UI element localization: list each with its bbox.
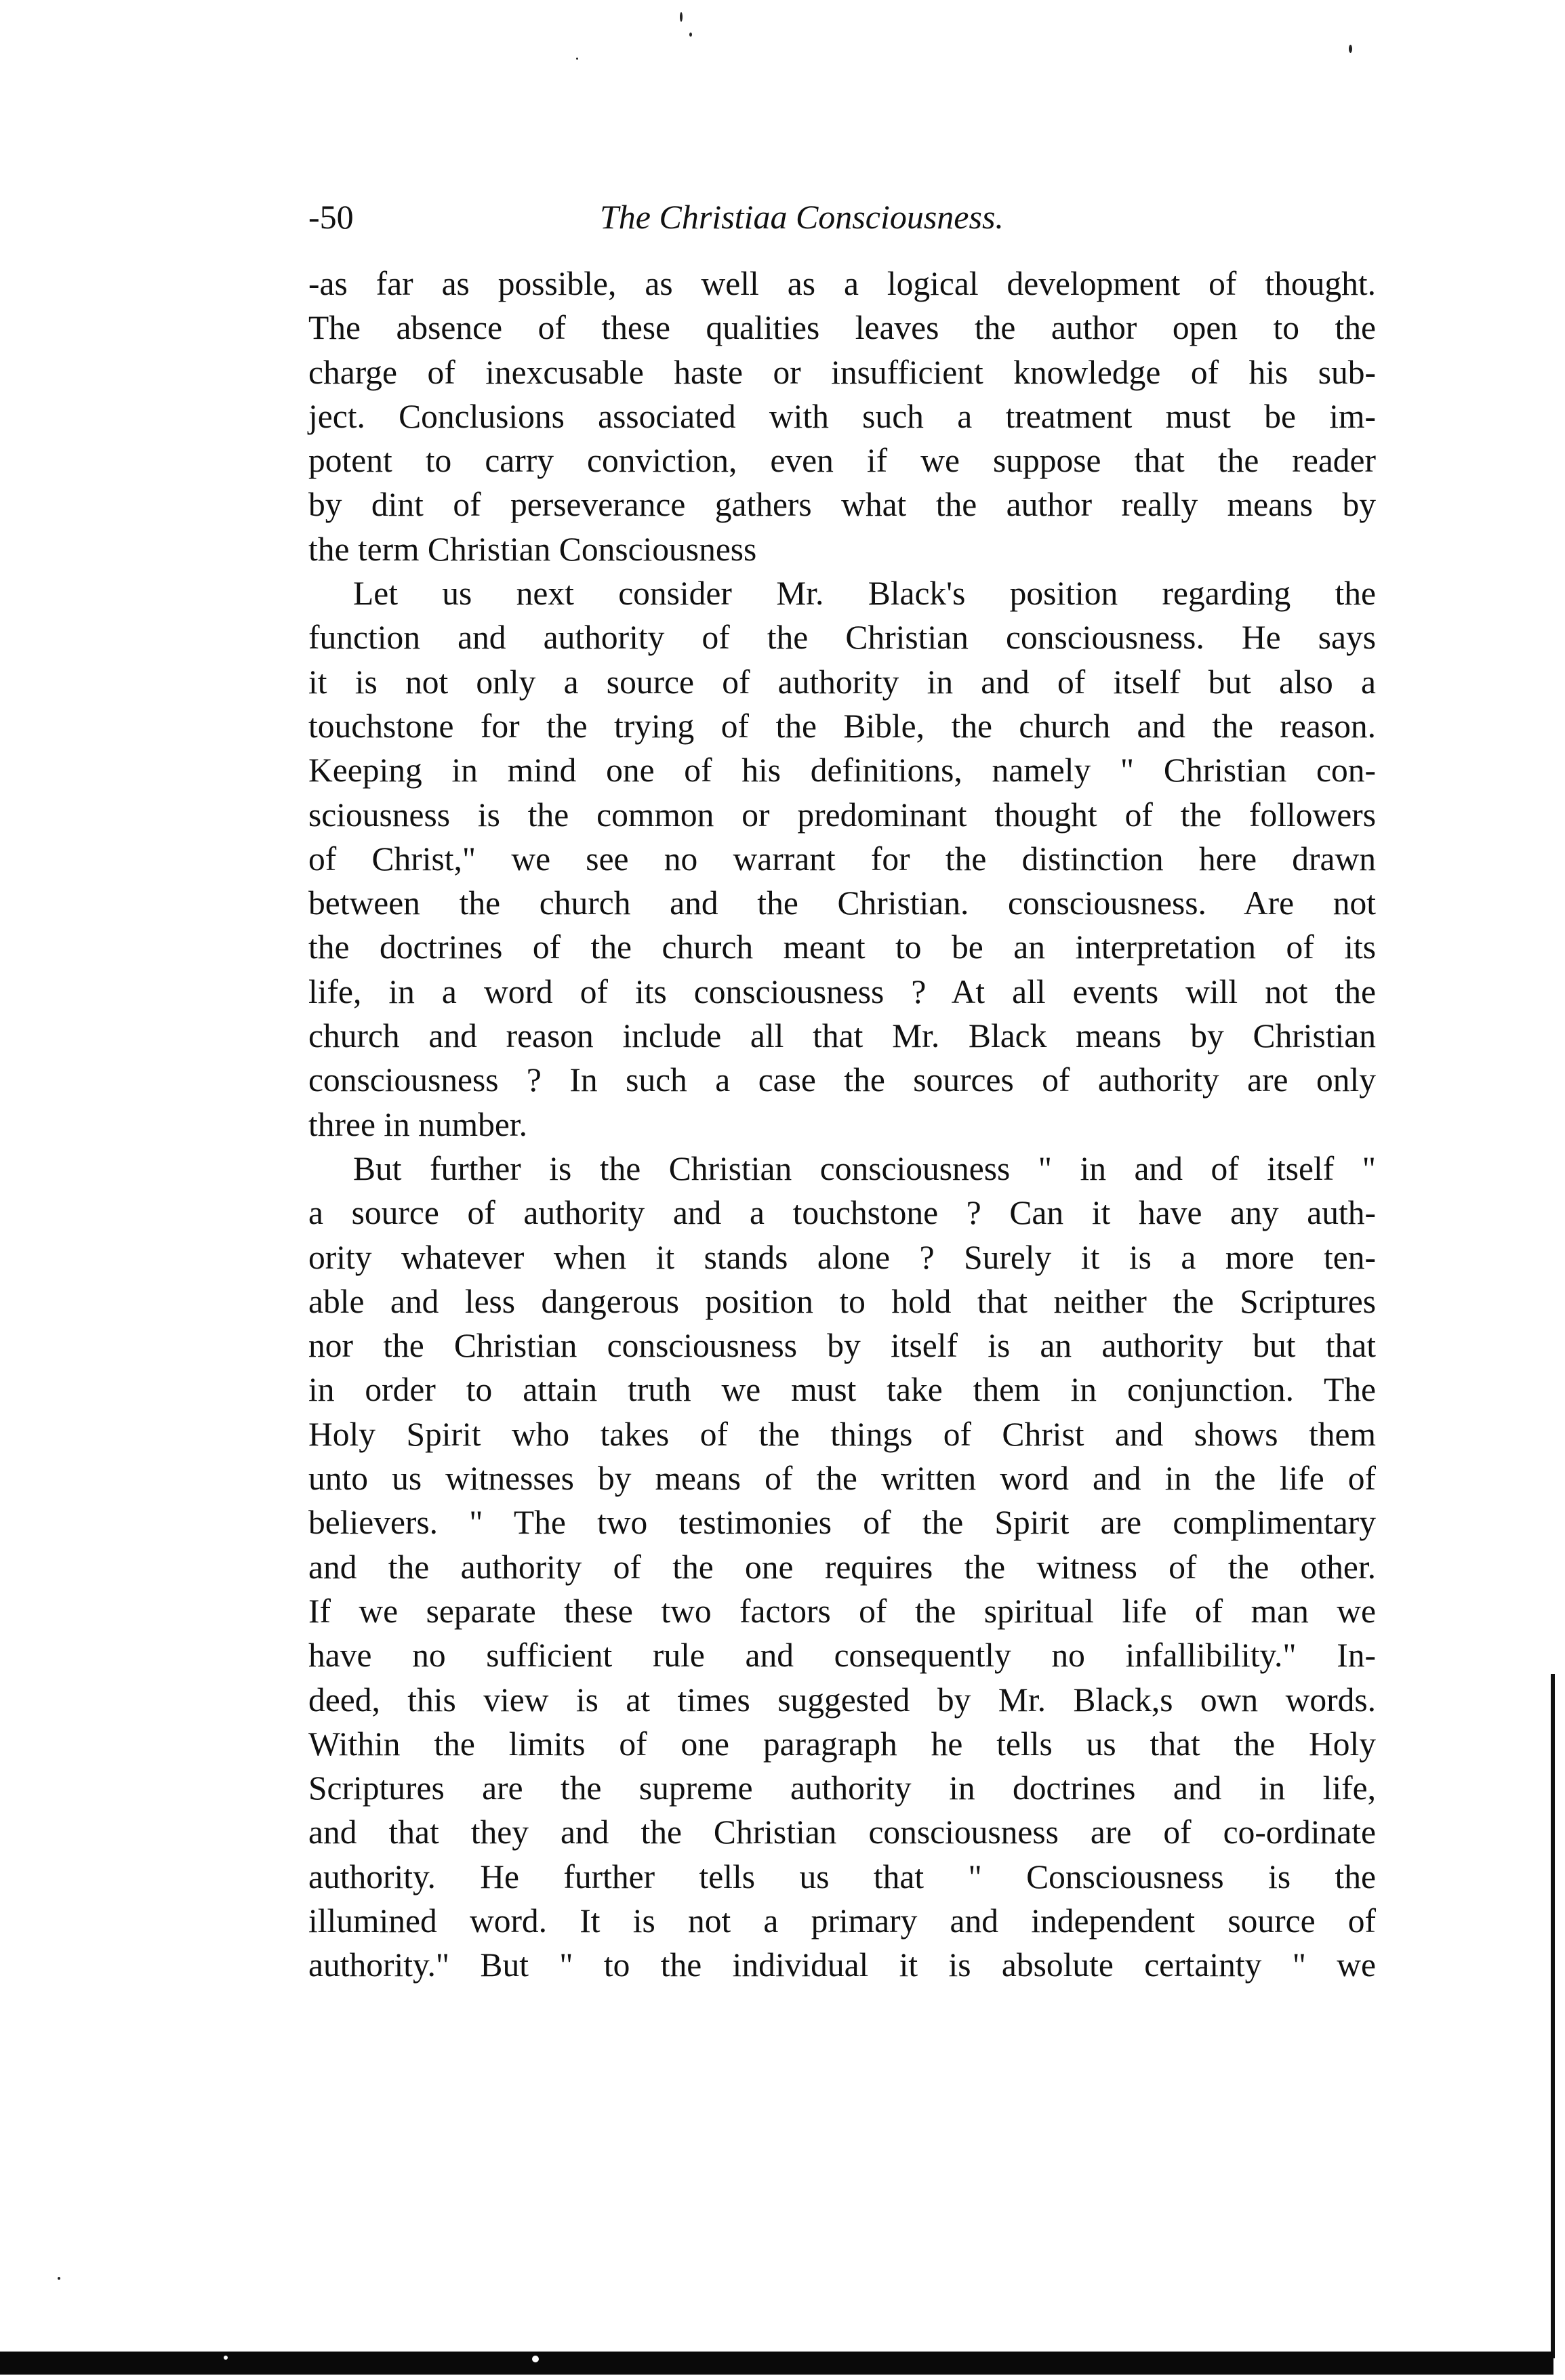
scan-speck: [576, 58, 578, 60]
text-line: charge of inexcusable haste or insufficient knowledge of his sub-: [308, 353, 1376, 391]
scan-bar-speck: [224, 2356, 228, 2360]
text-line: touchstone for the trying of the Bible, the church and the reason.: [308, 707, 1376, 745]
scan-speck: [689, 33, 692, 37]
text-line: between the church and the Christian. consciousness. Are not: [308, 884, 1376, 922]
scan-speck: [1349, 45, 1352, 53]
text-line: a source of authority and a touchstone ? Can it have any auth-: [308, 1194, 1376, 1232]
text-line: life, in a word of its consciousness ? At all events will not the: [308, 972, 1376, 1010]
text-line: have no sufficient rule and consequently no infallibility." In-: [308, 1637, 1376, 1675]
text-line: Scriptures are the supreme authority in doctrines and in life,: [308, 1769, 1376, 1807]
scan-speck: [680, 12, 683, 22]
paragraph-first-line: But further is the Christian consciousness " in and of itself ": [353, 1149, 1376, 1187]
text-line: If we separate these two factors of the spiritual life of man we: [308, 1592, 1376, 1630]
page-header: [308, 190, 1379, 244]
text-line: church and reason include all that Mr. Black means by Christian: [308, 1017, 1376, 1055]
text-line: Within the limits of one paragraph he tells us that the Holy: [308, 1725, 1376, 1763]
text-line: three in number.: [308, 1105, 528, 1143]
text-line: sciousness is the common or predominant thought of the followers: [308, 796, 1376, 834]
scan-bottom-bar: [0, 2352, 1553, 2375]
text-line: consciousness ? In such a case the sources of authority are only: [308, 1061, 1376, 1099]
text-line: function and authority of the Christian consciousness. He says: [308, 619, 1376, 657]
page-number: -50: [308, 198, 354, 236]
text-line: by dint of perseverance gathers what the author really means by: [308, 486, 1376, 524]
text-line: in order to attain truth we must take them in conjunction. The: [308, 1371, 1376, 1409]
text-line: it is not only a source of authority in and of itself but also a: [308, 663, 1376, 701]
text-line: Keeping in mind one of his definitions, namely " Christian con-: [308, 752, 1376, 789]
text-line: ority whatever when it stands alone ? Surely it is a more ten-: [308, 1238, 1376, 1276]
text-line: able and less dangerous position to hold that neither the Scriptures: [308, 1282, 1376, 1320]
text-line: authority. He further tells us that " Consciousness is the: [308, 1858, 1376, 1895]
text-line: and that they and the Christian consciousness are of co-ordinate: [308, 1813, 1376, 1851]
scan-bar-speck: [532, 2356, 539, 2362]
text-line: believers. " The two testimonies of the Spirit are complimentary: [308, 1504, 1376, 1542]
text-line: ject. Conclusions associated with such a treatment must be im-: [308, 397, 1376, 435]
scan-speck: [58, 2277, 60, 2280]
text-line: deed, this view is at times suggested by Mr. Black,s own words.: [308, 1681, 1376, 1719]
body-text: [308, 262, 1376, 1988]
text-line: the doctrines of the church meant to be an interpretation of its: [308, 928, 1376, 966]
text-line: Holy Spirit who takes of the things of Christ and shows them: [308, 1415, 1376, 1453]
text-line: and the authority of the one requires the witness of the other.: [308, 1548, 1376, 1586]
running-title: The Christiaa Consciousness.: [600, 198, 1004, 236]
text-line: The absence of these qualities leaves the author open to the: [308, 309, 1376, 347]
text-line: unto us witnesses by means of the written word and in the life of: [308, 1460, 1376, 1498]
text-line: authority." But " to the individual it is absolute certainty " we: [308, 1946, 1376, 1984]
text-line: potent to carry conviction, even if we suppose that the reader: [308, 442, 1376, 480]
paragraph-first-line: Let us next consider Mr. Black's position regarding the: [353, 575, 1376, 613]
page-edge-shadow: [1551, 1674, 1555, 2358]
text-line: the term Christian Consciousness: [308, 530, 757, 568]
text-line: of Christ," we see no warrant for the distinction here drawn: [308, 840, 1376, 878]
text-line: nor the Christian consciousness by itself is an authority but that: [308, 1327, 1376, 1365]
text-line: -as far as possible, as well as a logical development of thought.: [308, 265, 1376, 302]
text-line: illumined word. It is not a primary and independent source of: [308, 1902, 1376, 1940]
